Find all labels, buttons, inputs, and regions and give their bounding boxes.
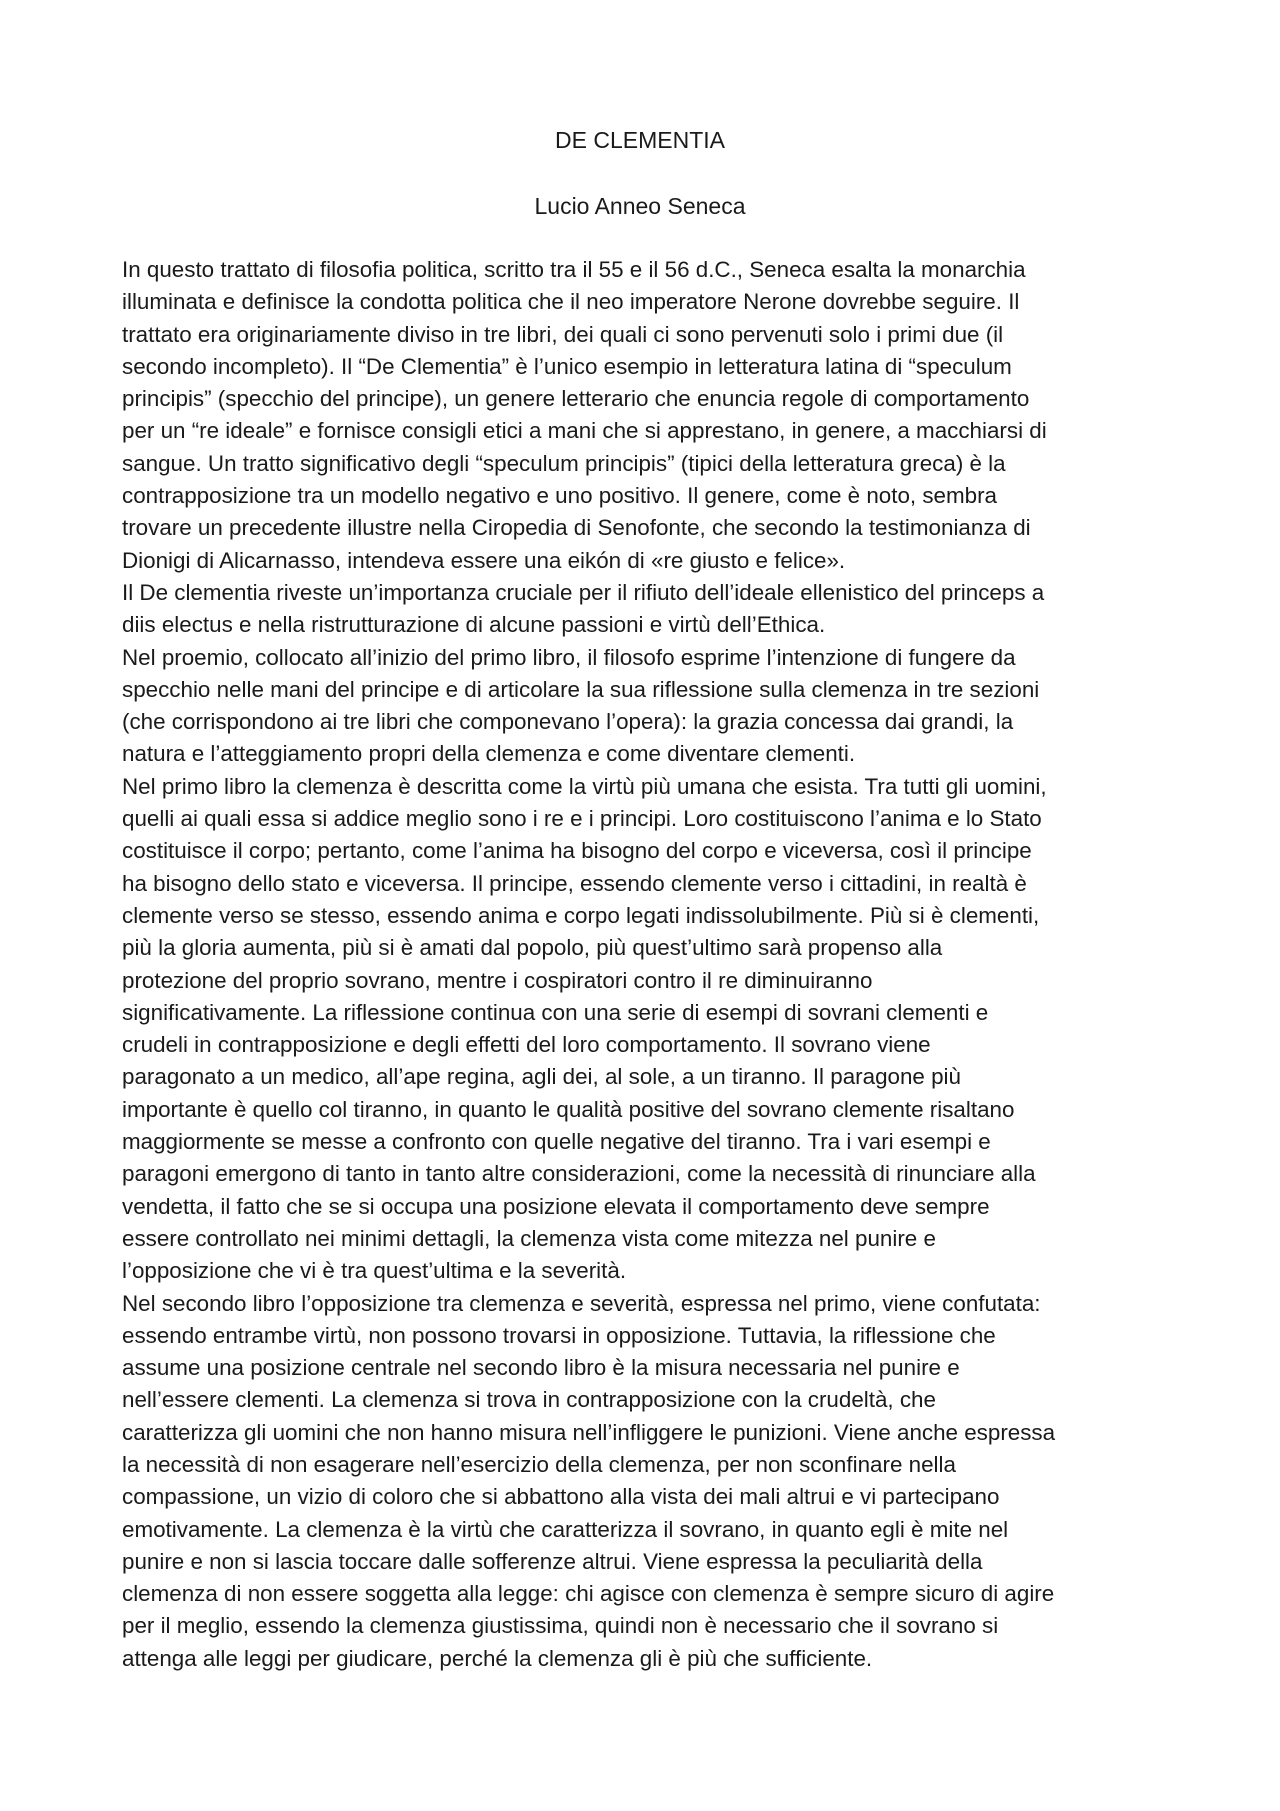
text-line: contrapposizione tra un modello negativo e uno positivo. Il genere, come è noto, sembra <box>122 483 998 509</box>
text-line: Il De clementia riveste un’importanza cruciale per il rifiuto dell’ideale ellenistico del princeps a <box>122 579 1045 605</box>
text-line: importante è quello col tiranno, in quanto le qualità positive del sovrano clemente risaltano <box>122 1096 1015 1122</box>
document-title: DE CLEMENTIA <box>555 127 725 153</box>
text-line: compassione, un vizio di coloro che si abbattono alla vista dei mali altrui e vi partecipano <box>122 1484 1000 1510</box>
text-line: (che corrispondono ai tre libri che componevano l’opera): la grazia concessa dai grandi, la <box>122 709 1014 735</box>
text-line: trovare un precedente illustre nella Ciropedia di Senofonte, che secondo la testimonianza di <box>122 515 1031 541</box>
text-line: attenga alle leggi per giudicare, perché la clemenza gli è più che sufficiente. <box>122 1645 873 1671</box>
text-line: specchio nelle mani del principe e di articolare la sua riflessione sulla clemenza in tre sezioni <box>122 676 1040 702</box>
text-line: per un “re ideale” e fornisce consigli etici a mani che si apprestano, in genere, a macchiarsi di <box>122 418 1047 444</box>
text-line: clemenza di non essere soggetta alla legge: chi agisce con clemenza è sempre sicuro di agire <box>122 1581 1055 1607</box>
paragraph <box>122 1288 1158 1676</box>
text-line: Nel proemio, collocato all’inizio del primo libro, il filosofo esprime l’intenzione di fungere da <box>122 644 1016 670</box>
paragraph <box>122 577 1158 642</box>
text-line: Nel secondo libro l’opposizione tra clemenza e severità, espressa nel primo, viene confutata: <box>122 1290 1041 1316</box>
text-line: paragoni emergono di tanto in tanto altre considerazioni, come la necessità di rinunciare alla <box>122 1161 1036 1187</box>
text-line: emotivamente. La clemenza è la virtù che caratterizza il sovrano, in quanto egli è mite nel <box>122 1516 1009 1542</box>
text-line: trattato era originariamente diviso in tre libri, dei quali ci sono pervenuti solo i primi due (il <box>122 321 1004 347</box>
text-line: maggiormente se messe a confronto con quelle negative del tiranno. Tra i vari esempi e <box>122 1129 991 1155</box>
text-line: crudeli in contrapposizione e degli effetti del loro comportamento. Il sovrano viene <box>122 1032 931 1058</box>
text-line: In questo trattato di filosofia politica, scritto tra il 55 e il 56 d.C., Seneca esalta la monarchia <box>122 257 1026 282</box>
text-line: l’opposizione che vi è tra quest’ultima e la severità. <box>122 1258 627 1284</box>
text-line: ha bisogno dello stato e viceversa. Il principe, essendo clemente verso i cittadini, in realtà è <box>122 870 1027 896</box>
text-line: costituisce il corpo; pertanto, come l’anima ha bisogno del corpo e viceversa, così il principe <box>122 838 1032 864</box>
text-line: sangue. Un tratto significativo degli “speculum principis” (tipici della letteratura greca) è la <box>122 450 1006 476</box>
text-line: significativamente. La riflessione continua con una serie di esempi di sovrani clementi e <box>122 999 989 1025</box>
text-line: assume una posizione centrale nel secondo libro è la misura necessaria nel punire e <box>122 1355 960 1381</box>
text-line: essere controllato nei minimi dettagli, la clemenza vista come mitezza nel punire e <box>122 1225 936 1251</box>
text-line: quelli ai quali essa si addice meglio sono i re e i principi. Loro costituiscono l’anima e lo Stato <box>122 806 1042 832</box>
text-line: per il meglio, essendo la clemenza giustissima, quindi non è necessario che il sovrano si <box>122 1613 999 1639</box>
text-line: nell’essere clementi. La clemenza si trova in contrapposizione con la crudeltà, che <box>122 1387 936 1413</box>
text-line: essendo entrambe virtù, non possono trovarsi in opposizione. Tuttavia, la riflessione che <box>122 1322 996 1348</box>
paragraph <box>122 642 1158 771</box>
text-line: paragonato a un medico, all’ape regina, agli dei, al sole, a un tiranno. Il paragone più <box>122 1064 961 1090</box>
text-line: Nel primo libro la clemenza è descritta come la virtù più umana che esista. Tra tutti gli uomini, <box>122 773 1047 799</box>
text-line: protezione del proprio sovrano, mentre i cospiratori contro il re diminuiranno <box>122 967 873 993</box>
text-line: clemente verso se stesso, essendo anima e corpo legati indissolubilmente. Più si è clementi, <box>122 902 1040 928</box>
paragraph <box>122 254 1158 577</box>
text-line: più la gloria aumenta, più si è amati dal popolo, più quest’ultimo sarà propenso alla <box>122 935 943 961</box>
text-line: la necessità di non esagerare nell’esercizio della clemenza, per non sconfinare nella <box>122 1451 956 1477</box>
text-line: vendetta, il fatto che se si occupa una posizione elevata il comportamento deve sempre <box>122 1193 990 1219</box>
text-line: caratterizza gli uomini che non hanno misura nell’infliggere le punizioni. Viene anche espressa <box>122 1419 1056 1445</box>
document-author: Lucio Anneo Seneca <box>534 193 746 219</box>
text-line: secondo incompleto). Il “De Clementia” è l’unico esempio in letteratura latina di “speculum <box>122 353 1012 379</box>
paragraph <box>122 771 1158 1288</box>
text-line: Dionigi di Alicarnasso, intendeva essere una eikón di «re giusto e felice». <box>122 547 846 573</box>
text-line: punire e non si lascia toccare dalle sofferenze altrui. Viene espressa la peculiarità della <box>122 1548 983 1574</box>
text-line: diis electus e nella ristrutturazione di alcune passioni e virtù dell’Ethica. <box>122 612 826 638</box>
text-line: illuminata e definisce la condotta politica che il neo imperatore Nerone dovrebbe seguire. Il <box>122 289 1020 315</box>
document-body <box>122 254 1158 1675</box>
text-line: principis” (specchio del principe), un genere letterario che enuncia regole di comportamento <box>122 386 1030 412</box>
text-line: natura e l’atteggiamento propri della clemenza e come diventare clementi. <box>122 741 856 767</box>
